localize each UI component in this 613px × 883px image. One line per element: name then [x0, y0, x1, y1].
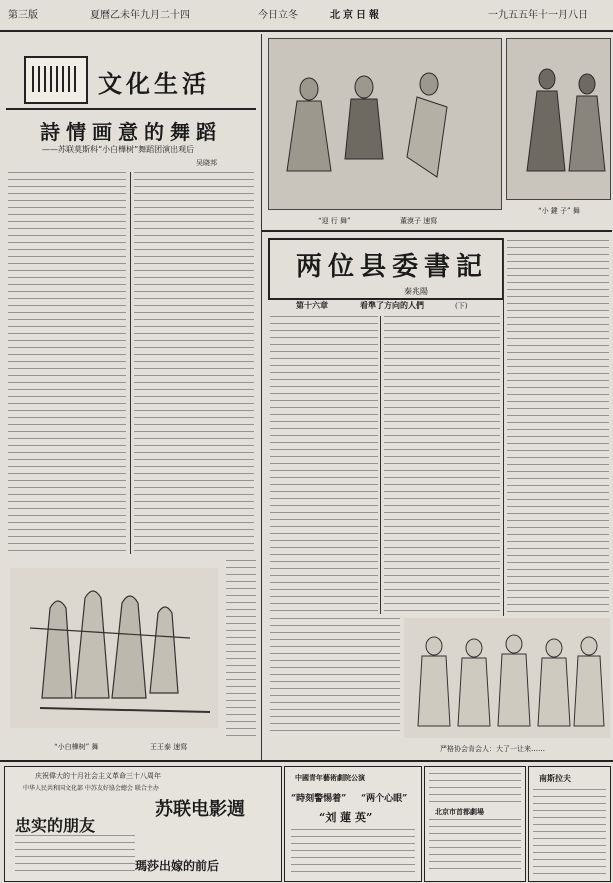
ad2-schedule: [291, 829, 415, 875]
ad2-person: “刘 蓮 英”: [319, 811, 373, 824]
solar-term: 今日立冬: [258, 10, 298, 21]
ad3-schedule: [429, 819, 521, 875]
ad1-line2: 中华人民共和国文化部 中苏友好協会總会 联合主办: [23, 785, 159, 792]
serial-column-rule: [380, 316, 381, 614]
page-header: [0, 0, 613, 32]
ad-yugoslavia: [528, 766, 611, 882]
article-body-col1: [8, 172, 126, 554]
ads-divider: [0, 760, 613, 762]
serial-column-rule-2: [503, 238, 504, 616]
ad1-line1: 庆祝偉大的十月社会主义革命三十八周年: [35, 772, 161, 780]
dance3-credit: 王王泰 速寫: [150, 743, 188, 751]
ad1-film2: 瑪莎出嫁的前后: [135, 859, 220, 873]
ad2-title: 中國青年藝術劇院公演: [295, 773, 365, 782]
serial-body-col3: [507, 240, 609, 616]
article-body-col3: [226, 560, 256, 736]
article-subtitle: ——苏联莫斯科“小白樺树”舞蹈团演出观后: [42, 145, 195, 154]
ad-capital-theatre: [424, 766, 526, 882]
section-divider: [6, 108, 256, 110]
dance1-caption: “迎 行 舞”: [318, 217, 351, 225]
serial-body-col2: [384, 316, 500, 614]
ad3-header: [429, 773, 521, 803]
page-number: 第三版: [8, 10, 38, 21]
dance-photo-2: [506, 38, 611, 200]
book-icon: [24, 56, 88, 104]
ad2-play1: “時刻警惕着”: [291, 794, 347, 804]
article-body-col2: [134, 172, 254, 552]
section-title: 文化生活: [98, 69, 210, 98]
bottom-caption: 严格协会肯会人：大了一让来……: [440, 745, 545, 753]
serial-chapter-title: 看準了方向的人們: [360, 300, 424, 310]
dance1-credit: 董漠子 速寫: [400, 217, 438, 225]
ad-soviet-film-week: [4, 766, 282, 882]
serial-body-col1-cont: [270, 618, 400, 736]
ad-youth-theatre: [284, 766, 422, 882]
dance2-caption: “小 鍵 子” 舞: [538, 207, 580, 215]
ad1-schedule: [15, 835, 135, 875]
serial-title: 两位县委書記: [296, 252, 489, 282]
issue-date: 一九五五年十一月八日: [488, 10, 588, 21]
ad4-body: [533, 789, 606, 875]
ad2-play2: “两个心眼”: [361, 794, 408, 804]
ad1-title: 苏联电影週: [155, 799, 245, 820]
article-author: 吴晓邦: [196, 159, 217, 167]
lunar-date: 夏曆乙未年九月二十四: [90, 10, 190, 21]
serial-part: (下): [455, 302, 468, 310]
dance3-caption: “小白樺树” 舞: [54, 743, 99, 751]
section-divider-right: [262, 230, 612, 232]
serial-body-col1: [270, 316, 378, 614]
group-illustration: [404, 618, 610, 738]
article-title: 詩情画意的舞蹈: [40, 120, 222, 144]
vertical-rule-left: [261, 34, 262, 760]
ad1-film: 忠实的朋友: [15, 816, 96, 835]
column-rule: [130, 172, 131, 554]
serial-chapter: 第十六章: [296, 300, 328, 310]
ad3-title: 北京市首都劇場: [435, 807, 484, 816]
dance-photo-1: [268, 38, 502, 210]
dance-sketch-white-birch: [10, 568, 218, 728]
ad4-title: 南斯拉夫: [539, 773, 571, 783]
masthead: 北京日報: [330, 10, 382, 21]
serial-author: 秦兆陽: [404, 287, 428, 296]
